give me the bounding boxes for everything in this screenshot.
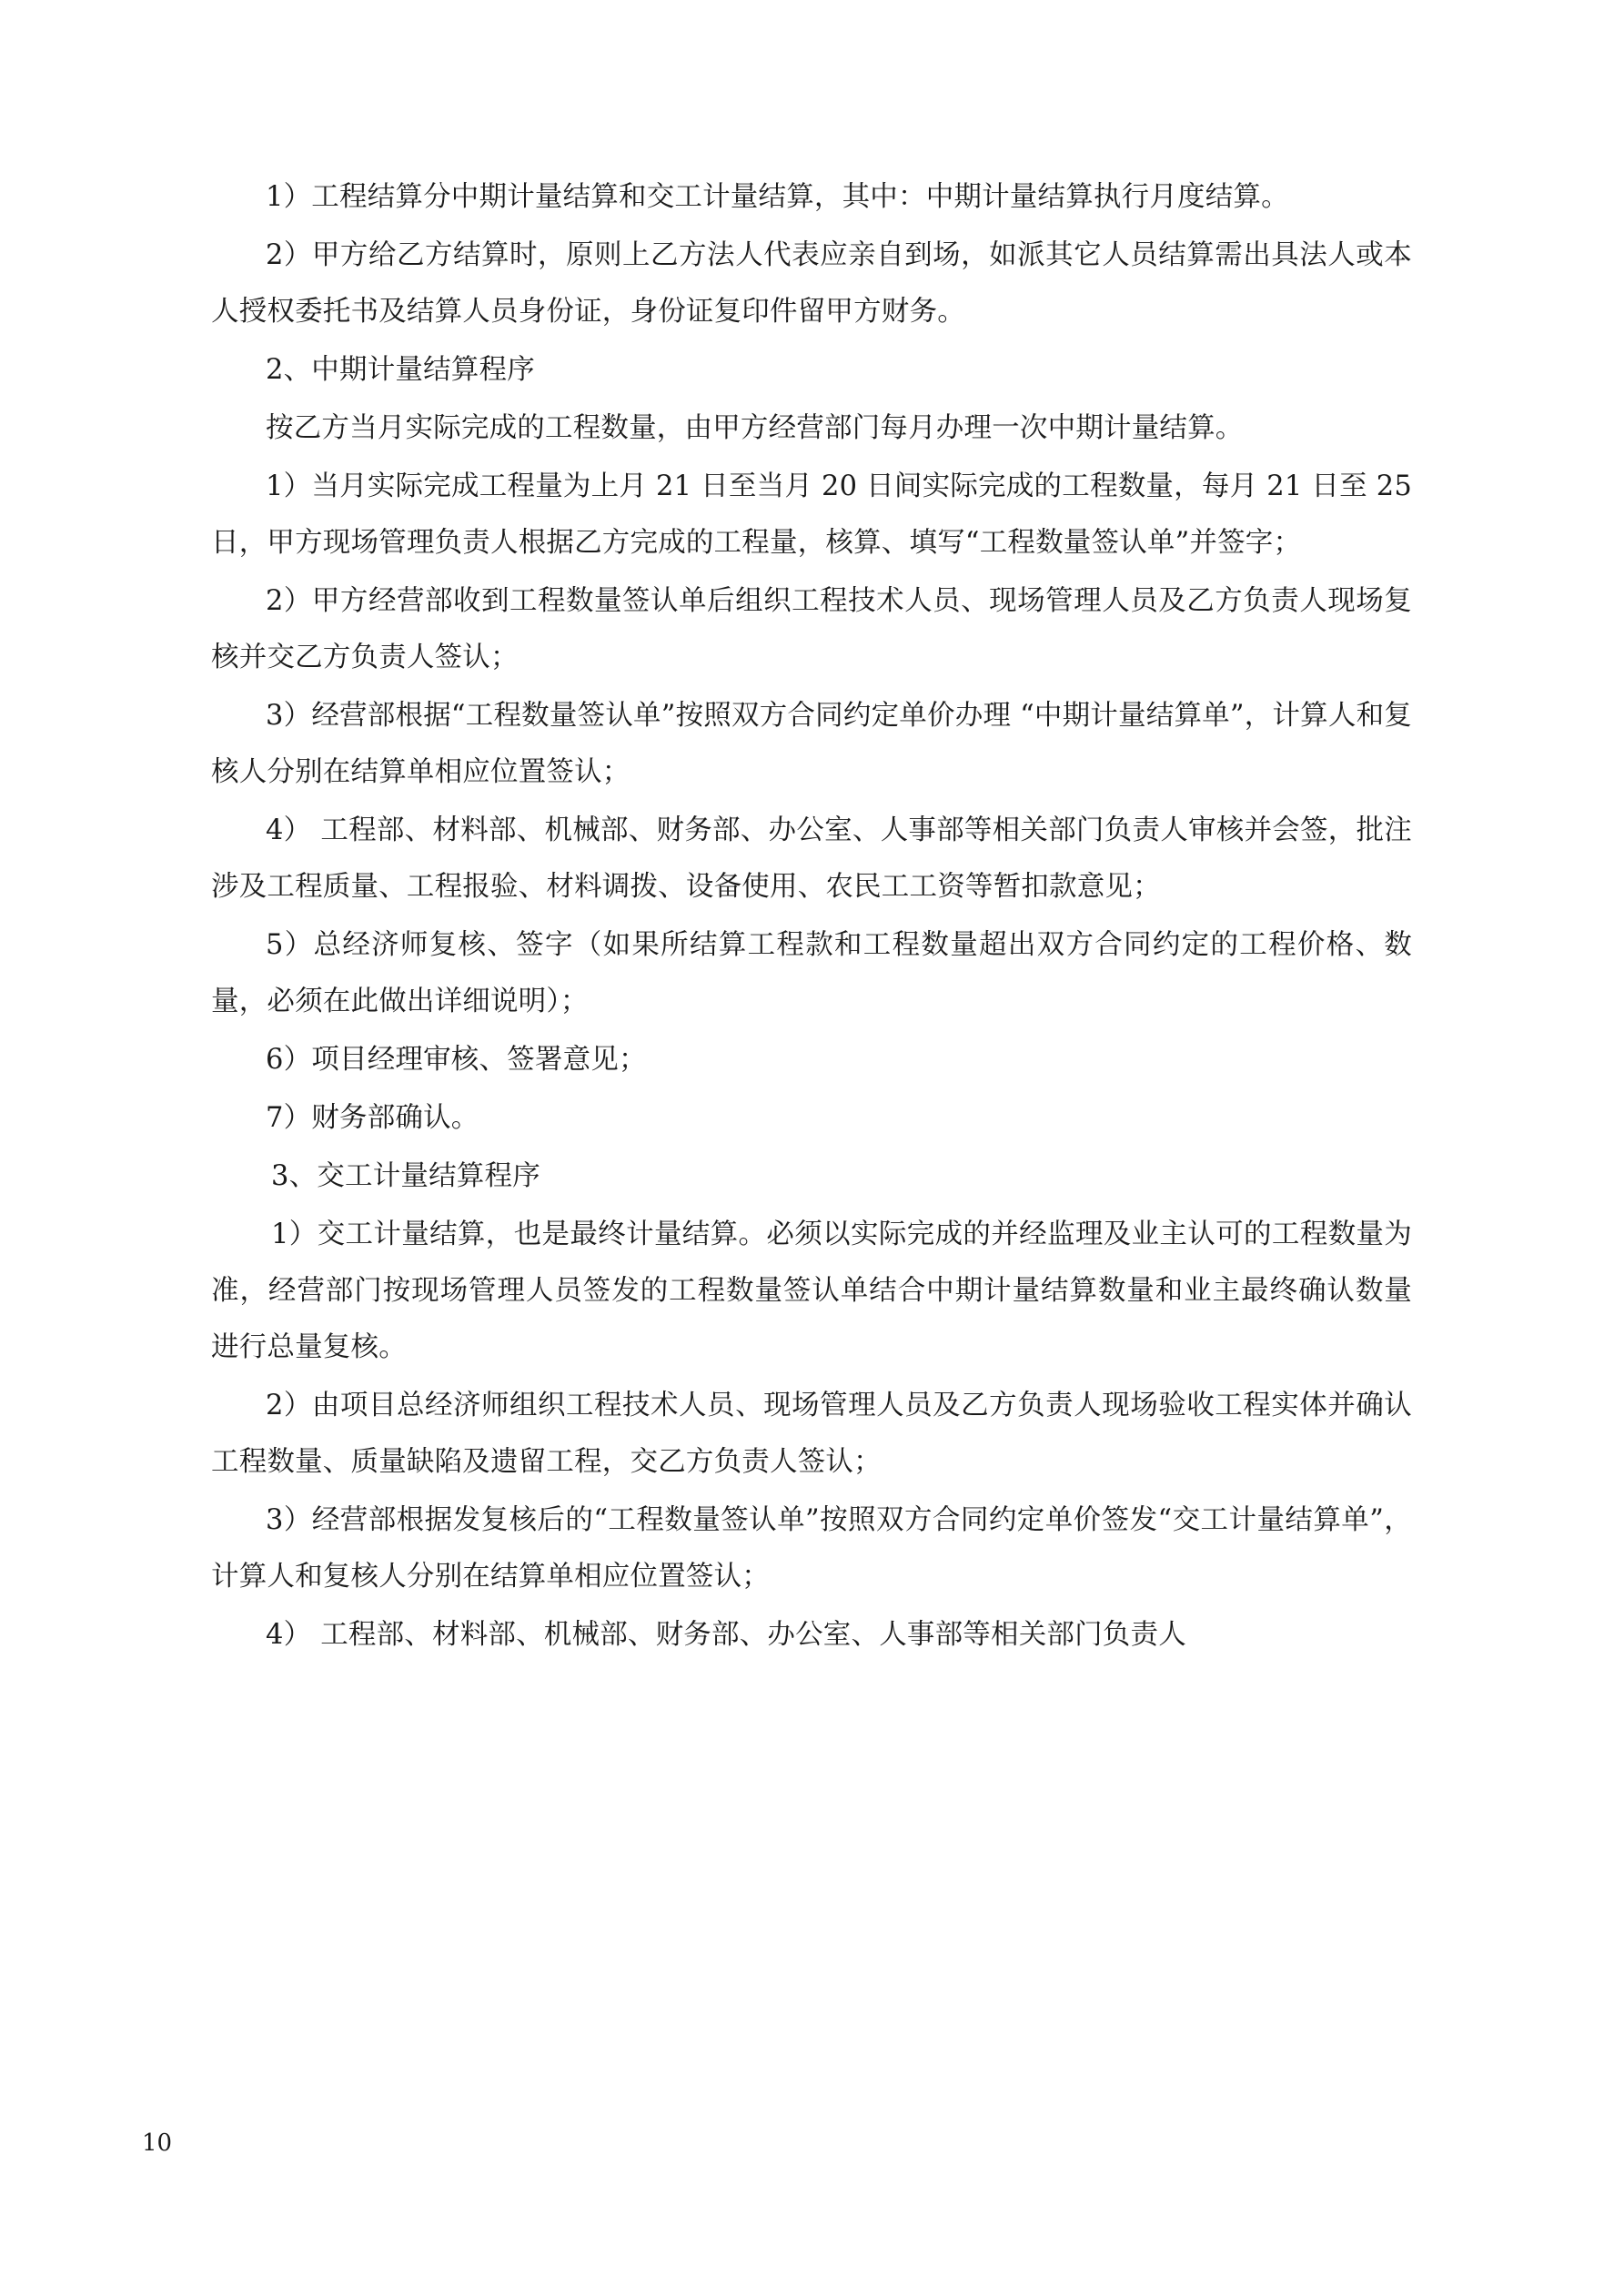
paragraph: 4） 工程部、材料部、机械部、财务部、办公室、人事部等相关部门负责人审核并会签，批注涉及工程质量、工程报验、材料调拨、设备使用、农民工工资等暂扣款意见； xyxy=(211,814,1412,903)
paragraph: 7）财务部确认。 xyxy=(266,1102,479,1134)
page-number: 10 xyxy=(142,2129,173,2157)
document-body xyxy=(211,169,1421,1665)
paragraph: 1）工程结算分中期计量结算和交工计量结算，其中：中期计量结算执行月度结算。 xyxy=(266,181,1289,213)
paragraph: 2）由项目总经济师组织工程技术人员、现场管理人员及乙方负责人现场验收工程实体并确认工程数量、质量缺陷及遗留工程，交乙方负责人签认； xyxy=(211,1390,1412,1478)
paragraph: 6）项目经理审核、签署意见； xyxy=(266,1044,647,1076)
paragraph: 1）交工计量结算，也是最终计量结算。必须以实际完成的并经监理及业主认可的工程数量为准，经营部门按现场管理人员签发的工程数量签认单结合中期计量结算数量和业主最终确认数量进行总量复核。 xyxy=(211,1219,1412,1363)
paragraph: 2）甲方给乙方结算时，原则上乙方法人代表应亲自到场，如派其它人员结算需出具法人或本人授权委托书及结算人员身份证，身份证复印件留甲方财务。 xyxy=(211,239,1412,328)
paragraph: 3）经营部根据“工程数量签认单”按照双方合同约定单价办理 “中期计量结算单”，计算人和复核人分别在结算单相应位置签认； xyxy=(211,700,1412,788)
paragraph: 5）总经济师复核、签字（如果所结算工程款和工程数量超出双方合同约定的工程价格、数量，必须在此做出详细说明）； xyxy=(211,929,1412,1017)
paragraph: 4） 工程部、材料部、机械部、财务部、办公室、人事部等相关部门负责人 xyxy=(266,1619,1186,1651)
paragraph: 1）当月实际完成工程量为上月 21 日至当月 20 日间实际完成的工程数量，每月 21 日至 25 日，甲方现场管理负责人根据乙方完成的工程量，核算、填写“工程数量签认单”并签字； xyxy=(211,470,1421,559)
paragraph: 2）甲方经营部收到工程数量签认单后组织工程技术人员、现场管理人员及乙方负责人现场复核并交乙方负责人签认； xyxy=(211,585,1412,673)
paragraph: 按乙方当月实际完成的工程数量，由甲方经营部门每月办理一次中期计量结算。 xyxy=(266,412,1244,444)
paragraph: 2、中期计量结算程序 xyxy=(266,354,535,386)
paragraph: 3、交工计量结算程序 xyxy=(271,1160,540,1192)
paragraph: 3）经营部根据发复核后的“工程数量签认单”按照双方合同约定单价签发“交工计量结算单”，计算人和复核人分别在结算单相应位置签认； xyxy=(211,1504,1412,1593)
